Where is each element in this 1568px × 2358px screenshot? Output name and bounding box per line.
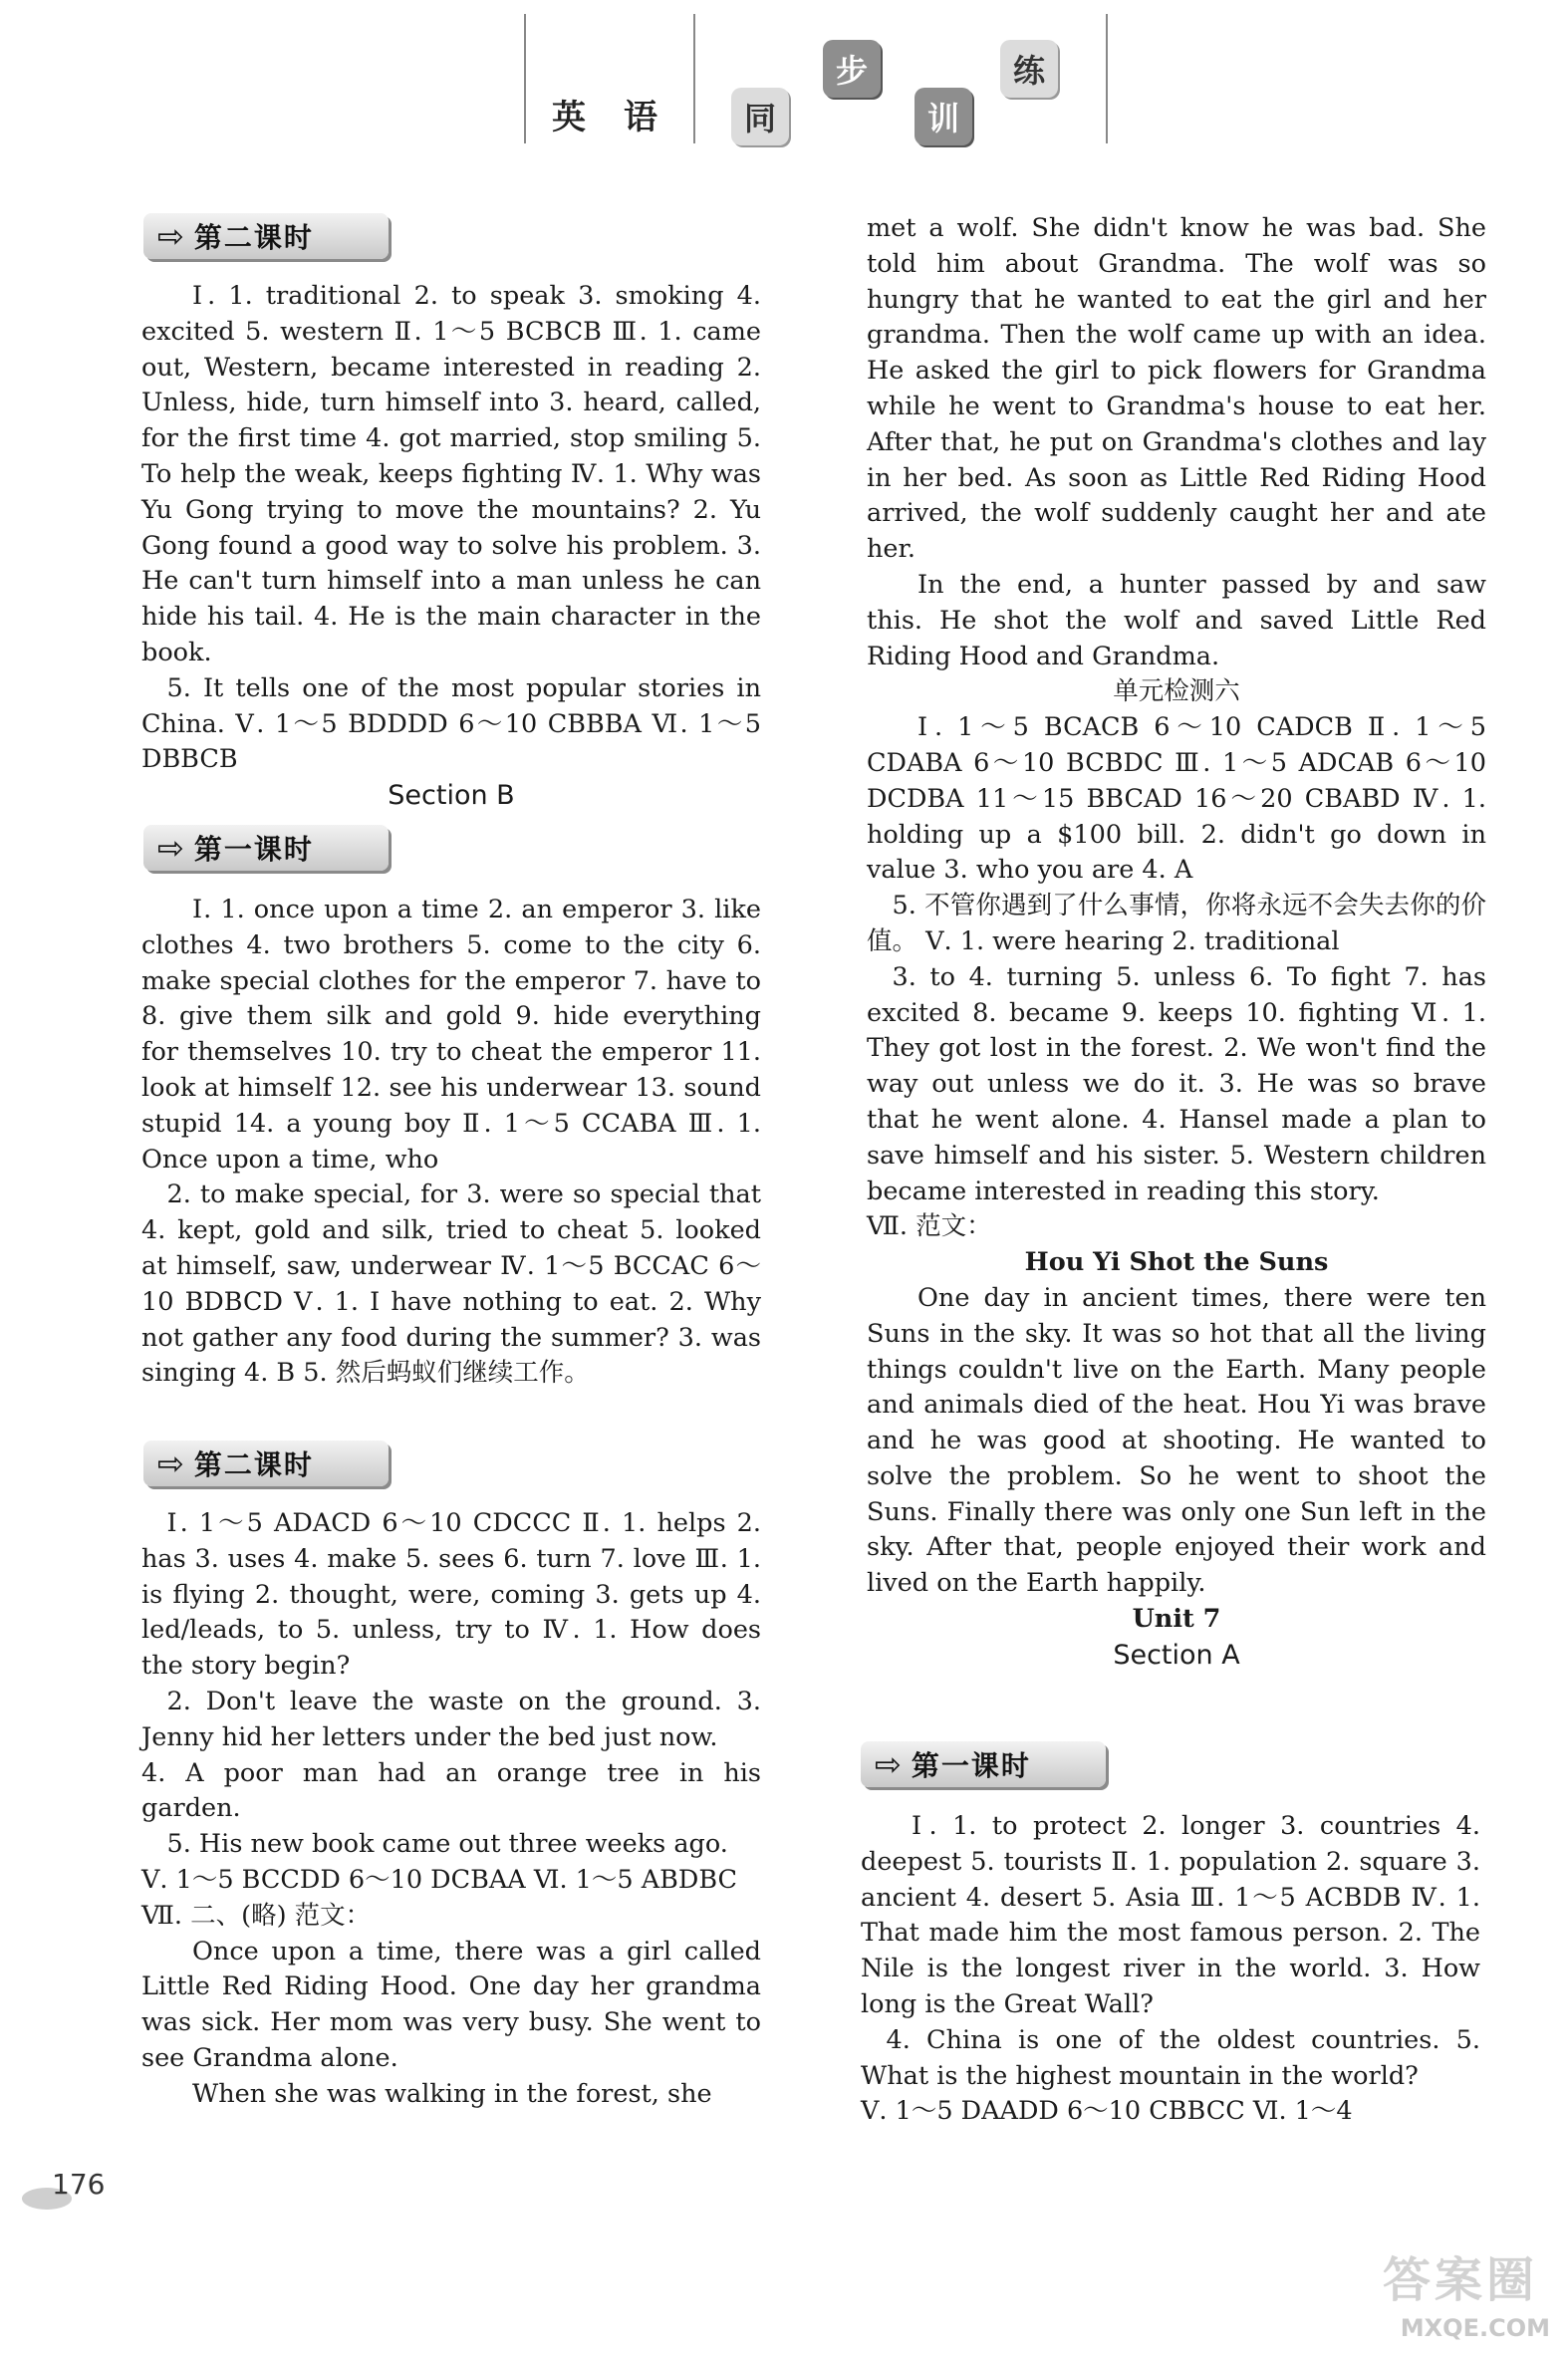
lesson-banner-label: 第一课时: [911, 1749, 1031, 1782]
answer-paragraph: 3. to 4. turning 5. unless 6. To fight 7. has excited 8. became 9. keeps 10. fighting Ⅵ. 1. They got lost in the forest. 2. We won't find the way out unless we do it. 3. He was so brave that he went alone. 4. Hansel made a plan to save himself and his sister. 5. Western children became interested in reading this story.: [867, 961, 1486, 1206]
header-divider: [524, 14, 526, 143]
book-header: [508, 0, 1126, 149]
essay-paragraph: One day in ancient times, there were ten Suns in the sky. It was so hot that all the living things couldn't live on the Earth. Many people and animals died of the heat. Hou Yi was brave and he was good at shooting. He wanted to solve the problem. So he went to shoot the Suns. Finally there was only one Sun left in the sky. After that, people enjoyed their work and lived on the Earth happily.: [867, 1282, 1486, 1599]
answer-paragraph: Ⅴ. 1～5 BCCDD 6～10 DCBAA Ⅵ. 1～5 ABDBC: [141, 1864, 738, 1895]
header-divider: [693, 14, 695, 143]
header-char-box: 步: [823, 40, 881, 98]
answer-paragraph: Ⅰ. 1. once upon a time 2. an emperor 3. like clothes 4. two brothers 5. come to the city 6. make special clothes for the emperor 7. have to 8. give them silk and gold 9. hide everything for themselves 10. try to cheat the emperor 11. look at himself 12. see his underwear 13. sound stupid 14. a young boy Ⅱ. 1～5 CCABA Ⅲ. 1. Once upon a time, who: [141, 895, 761, 1175]
right-column-block-2: [861, 1809, 1480, 2130]
answer-paragraph: Ⅰ. 1～5 ADACD 6～10 CDCCC Ⅱ. 1. helps 2. has 3. uses 4. make 5. sees 6. turn 7. love Ⅲ. 1. is flying 2. thought, were, coming 3. gets up 4. led/leads, to 5. unless, try to Ⅳ. 1. How does the story begin?: [141, 1508, 761, 1682]
answer-paragraph: Ⅶ. 二、(略) 范文：: [141, 1900, 372, 1931]
lesson-banner: [143, 1441, 389, 1486]
essay-paragraph: met a wolf. She didn't know he was bad. She told him about Grandma. The wolf was so hungry that he wanted to eat the girl and her grandma. Then the wolf came up with an idea. He asked the girl to pick flowers for Grandma while he went to Grandma's house to eat her. After that, he put on Grandma's clothes and lay in her bed. As soon as Little Red Riding Hood arrived, the wolf suddenly caught her and ate her.: [867, 213, 1486, 565]
essay-paragraph: When she was walking in the forest, she: [192, 2078, 712, 2109]
header-char-box: 训: [915, 88, 972, 145]
arrow-icon: ⇨: [157, 217, 184, 255]
unit-heading: Unit 7: [1132, 1604, 1221, 1635]
answer-paragraph: Ⅴ. 1～5 DAADD 6～10 CBBCC Ⅵ. 1～4: [861, 2096, 1353, 2127]
lesson-banner: [143, 213, 389, 259]
answer-paragraph: 4. China is one of the oldest countries. 5. What is the highest mountain in the world?: [861, 2024, 1480, 2091]
watermark-site: MXQE.COM: [1400, 2314, 1550, 2342]
left-column-block-3: [141, 1506, 761, 2113]
essay-title: Hou Yi Shot the Suns: [1024, 1247, 1329, 1278]
lesson-banner: [861, 1741, 1106, 1787]
left-column-block-2: [141, 893, 761, 1392]
answer-paragraph: Ⅰ. 1. traditional 2. to speak 3. smoking 4. excited 5. western Ⅱ. 1～5 BCBCB Ⅲ. 1. came out, Western, became interested in reading 2. Unless, hide, turn himself into 3. heard, called, for the first time 4. got married, stop smiling 5. To help the weak, keeps fighting Ⅳ. 1. Why was Yu Gong trying to move the mountains? 2. Yu Gong found a good way to solve his problem. 3. He can't turn himself into a man unless he can hide his tail. 4. He is the main character in the book.: [141, 281, 761, 667]
answer-paragraph: 4. A poor man had an orange tree in his garden.: [141, 1757, 761, 1824]
answer-paragraph: 5. His new book came out three weeks ago.: [166, 1829, 728, 1860]
answer-paragraph: 5. It tells one of the most popular stories in China. Ⅴ. 1～5 BDDDD 6～10 CBBBA Ⅵ. 1～5 DBBCB: [141, 672, 761, 775]
header-char-box: 同: [731, 88, 789, 145]
essay-paragraph: In the end, a hunter passed by and saw this. He shot the wolf and saved Little Red Riding Hood and Grandma.: [867, 569, 1486, 671]
section-heading: Section B: [388, 780, 515, 812]
answer-paragraph: 2. to make special, for 3. were so special that 4. kept, gold and silk, tried to cheat 5. looked at himself, saw, underwear Ⅳ. 1～5 BCCAC 6～10 BDBCD Ⅴ. 1. I have nothing to eat. 2. Why not gather any food during the summer? 3. was singing 4. B 5. 然后蚂蚁们继续工作。: [141, 1179, 761, 1389]
arrow-icon: ⇨: [157, 829, 184, 867]
answer-paragraph: Ⅰ. 1. to protect 2. longer 3. countries 4. deepest 5. tourists Ⅱ. 1. population 2. square 3. ancient 4. desert 5. Asia Ⅲ. 1～5 ACBDB Ⅳ. 1. That made him the most famous person. 2. The Nile is the longest river in the world. 3. How long is the Great Wall?: [861, 1811, 1480, 2019]
header-char-box: 练: [1000, 40, 1058, 98]
essay-paragraph: Once upon a time, there was a girl called Little Red Riding Hood. One day her grandma was sick. Her mom was very busy. She went to see Grandma alone.: [141, 1936, 761, 2073]
unit-test-heading: 单元检测六: [1113, 676, 1240, 707]
answer-paragraph: Ⅶ. 范文：: [867, 1211, 992, 1242]
arrow-icon: ⇨: [875, 1745, 902, 1783]
header-char: 英: [552, 98, 586, 137]
section-heading: Section A: [1113, 1639, 1240, 1671]
lesson-banner-label: 第二课时: [193, 1448, 314, 1481]
answer-paragraph: Ⅰ. 1～5 BCACB 6～10 CADCB Ⅱ. 1～5 CDABA 6～10 BCBDC Ⅲ. 1～5 ADCAB 6～10 DCDBA 11～15 BBCAD 16～20 CBABD Ⅳ. 1. holding up a $100 bill. 2. didn't go down in value 3. who you are 4. A: [867, 712, 1486, 886]
header-char: 语: [624, 98, 657, 137]
lesson-banner: [143, 825, 389, 871]
arrow-icon: ⇨: [157, 1444, 184, 1482]
header-divider: [1106, 14, 1108, 143]
right-column-block-1: [867, 211, 1486, 1674]
answer-paragraph: 5. 不管你遇到了什么事情，你将永远不会失去你的价值。 Ⅴ. 1. were hearing 2. traditional: [867, 891, 1486, 956]
lesson-banner-label: 第二课时: [193, 221, 314, 254]
watermark-logo: 答案圈: [1382, 2252, 1538, 2308]
answer-paragraph: 2. Don't leave the waste on the ground. 3. Jenny hid her letters under the bed just now.: [141, 1686, 761, 1752]
left-column-block-1: [141, 279, 761, 814]
page-number: 176: [52, 2168, 106, 2201]
lesson-banner-label: 第一课时: [193, 833, 314, 866]
